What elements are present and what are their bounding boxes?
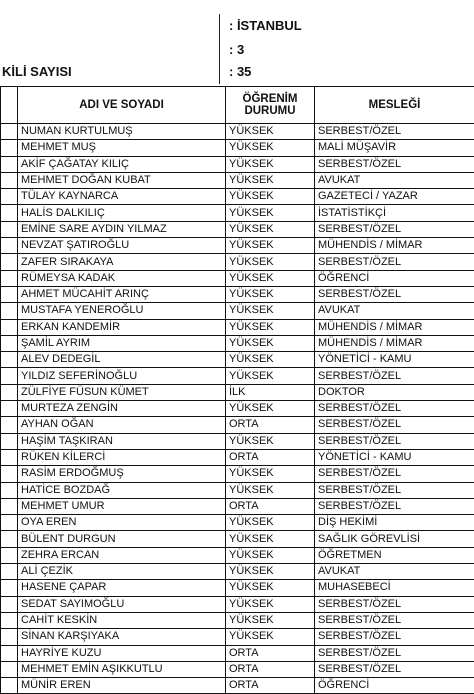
profession: YÖNETİCİ - KAMU [315, 449, 474, 465]
table-row [1, 629, 474, 645]
row-index-cell [1, 661, 18, 677]
education-level: YÜKSEK [226, 205, 315, 221]
profession: İSTATİSTİKÇİ [315, 205, 474, 221]
candidate-table [0, 86, 474, 694]
table-body [1, 124, 474, 694]
candidate-name: HALİS DALKILIÇ [18, 205, 226, 221]
profession: SERBEST/ÖZEL [315, 596, 474, 612]
table-row [1, 238, 474, 254]
table-row [1, 352, 474, 368]
row-index-cell [1, 515, 18, 531]
education-level: YÜKSEK [226, 466, 315, 482]
table-row [1, 335, 474, 351]
row-index-cell [1, 482, 18, 498]
education-level: ORTA [226, 661, 315, 677]
profession: SERBEST/ÖZEL [315, 286, 474, 302]
number-value: : 3 [229, 42, 244, 57]
header-education-line2: DURUMU [226, 105, 314, 117]
table-row [1, 466, 474, 482]
profession: SERBEST/ÖZEL [315, 124, 474, 140]
count-label: KİLİ SAYISI [2, 64, 72, 79]
row-index-cell [1, 140, 18, 156]
candidate-name: AYHAN OĞAN [18, 417, 226, 433]
table-row [1, 172, 474, 188]
row-index-cell [1, 580, 18, 596]
education-level: YÜKSEK [226, 238, 315, 254]
candidate-name: EMİNE SARE AYDIN YILMAZ [18, 221, 226, 237]
education-level: YÜKSEK [226, 580, 315, 596]
education-level: YÜKSEK [226, 270, 315, 286]
education-level: YÜKSEK [226, 352, 315, 368]
candidate-name: HATİCE BOZDAĞ [18, 482, 226, 498]
row-index-cell [1, 401, 18, 417]
row-index-cell [1, 417, 18, 433]
education-level: YÜKSEK [226, 433, 315, 449]
header-profession: MESLEĞİ [315, 87, 474, 124]
candidate-name: MURTEZA ZENGİN [18, 401, 226, 417]
table-row [1, 124, 474, 140]
profession: SERBEST/ÖZEL [315, 401, 474, 417]
education-level: YÜKSEK [226, 172, 315, 188]
row-index-cell [1, 564, 18, 580]
row-index-cell [1, 433, 18, 449]
candidate-name: RASİM ERDOĞMUŞ [18, 466, 226, 482]
row-index-cell [1, 449, 18, 465]
profession: SERBEST/ÖZEL [315, 417, 474, 433]
row-index-cell [1, 335, 18, 351]
table-row [1, 433, 474, 449]
profession: ÖĞRETMEN [315, 547, 474, 563]
info-row-city [0, 14, 474, 38]
candidate-name: YILDIZ SEFERİNOĞLU [18, 368, 226, 384]
row-index-cell [1, 645, 18, 661]
candidate-name: MEHMET DOĞAN KUBAT [18, 172, 226, 188]
row-index-cell [1, 238, 18, 254]
table-row [1, 515, 474, 531]
education-level: YÜKSEK [226, 124, 315, 140]
info-row-number [0, 38, 474, 62]
row-index-cell [1, 221, 18, 237]
education-level: YÜKSEK [226, 482, 315, 498]
row-index-cell [1, 612, 18, 628]
education-level: YÜKSEK [226, 189, 315, 205]
education-level: ORTA [226, 449, 315, 465]
profession: AVUKAT [315, 564, 474, 580]
education-level: YÜKSEK [226, 515, 315, 531]
profession: AVUKAT [315, 172, 474, 188]
candidate-name: SEDAT SAYIMOĞLU [18, 596, 226, 612]
candidate-name: ERKAN KANDEMİR [18, 319, 226, 335]
header-education-line1: ÖĞRENİM [226, 93, 314, 105]
candidate-name: TÜLAY KAYNARCA [18, 189, 226, 205]
row-index-cell [1, 124, 18, 140]
table-row [1, 319, 474, 335]
table-row [1, 205, 474, 221]
table-row [1, 270, 474, 286]
candidate-name: MEHMET EMİN AŞIKKUTLU [18, 661, 226, 677]
profession: SAĞLIK GÖREVLİSİ [315, 531, 474, 547]
candidate-name: RÜMEYSA KADAK [18, 270, 226, 286]
education-level: YÜKSEK [226, 547, 315, 563]
table-row [1, 189, 474, 205]
education-level: YÜKSEK [226, 596, 315, 612]
profession: DOKTOR [315, 384, 474, 400]
profession: SERBEST/ÖZEL [315, 466, 474, 482]
candidate-name: HAŞİM TAŞKIRAN [18, 433, 226, 449]
table-row [1, 547, 474, 563]
table-row [1, 678, 474, 694]
header-name: ADI VE SOYADI [18, 87, 226, 124]
city-value: : İSTANBUL [229, 18, 302, 33]
profession: SERBEST/ÖZEL [315, 629, 474, 645]
row-index-cell [1, 547, 18, 563]
education-level: YÜKSEK [226, 221, 315, 237]
info-row-count [0, 60, 474, 84]
candidate-name: RÜKEN KİLERCİ [18, 449, 226, 465]
education-level: YÜKSEK [226, 319, 315, 335]
table-row [1, 449, 474, 465]
table-row [1, 564, 474, 580]
profession: MÜHENDİS / MİMAR [315, 335, 474, 351]
table-row [1, 482, 474, 498]
table-row [1, 140, 474, 156]
table-row [1, 401, 474, 417]
table-row [1, 384, 474, 400]
candidate-name: ZEHRA ERCAN [18, 547, 226, 563]
education-level: YÜKSEK [226, 156, 315, 172]
candidate-name: AHMET MÜCAHİT ARINÇ [18, 286, 226, 302]
candidate-name: SİNAN KARŞIYAKA [18, 629, 226, 645]
row-index-cell [1, 270, 18, 286]
row-index-cell [1, 466, 18, 482]
candidate-name: ALİ ÇEZİK [18, 564, 226, 580]
profession: SERBEST/ÖZEL [315, 254, 474, 270]
row-index-cell [1, 629, 18, 645]
profession: SERBEST/ÖZEL [315, 482, 474, 498]
education-level: YÜKSEK [226, 254, 315, 270]
table-row [1, 156, 474, 172]
education-level: İLK [226, 384, 315, 400]
candidate-name: ZAFER SIRAKAYA [18, 254, 226, 270]
table-row [1, 580, 474, 596]
profession: SERBEST/ÖZEL [315, 498, 474, 514]
count-value: : 35 [229, 64, 251, 79]
education-level: ORTA [226, 498, 315, 514]
profession: MÜHENDİS / MİMAR [315, 238, 474, 254]
table-header-row [1, 87, 474, 124]
profession: SERBEST/ÖZEL [315, 661, 474, 677]
candidate-name: MEHMET UMUR [18, 498, 226, 514]
education-level: YÜKSEK [226, 140, 315, 156]
candidate-name: HAYRİYE KUZU [18, 645, 226, 661]
row-index-cell [1, 596, 18, 612]
table-row [1, 661, 474, 677]
candidate-name: ALEV DEDEGİL [18, 352, 226, 368]
profession: ÖĞRENCİ [315, 678, 474, 694]
candidate-name: OYA EREN [18, 515, 226, 531]
row-index-cell [1, 319, 18, 335]
table-row [1, 645, 474, 661]
row-index-cell [1, 286, 18, 302]
table-row [1, 596, 474, 612]
table-row [1, 254, 474, 270]
candidate-name: ZÜLFİYE FÜSUN KÜMET [18, 384, 226, 400]
row-index-cell [1, 205, 18, 221]
profession: MÜHENDİS / MİMAR [315, 319, 474, 335]
row-index-cell [1, 189, 18, 205]
row-index-cell [1, 531, 18, 547]
education-level: YÜKSEK [226, 629, 315, 645]
row-index-cell [1, 368, 18, 384]
candidate-name: CAHİT KESKİN [18, 612, 226, 628]
education-level: YÜKSEK [226, 303, 315, 319]
table-row [1, 417, 474, 433]
candidate-name: AKİF ÇAĞATAY KILIÇ [18, 156, 226, 172]
candidate-name: MÜNİR EREN [18, 678, 226, 694]
profession: MUHASEBECİ [315, 580, 474, 596]
candidate-name: BÜLENT DURGUN [18, 531, 226, 547]
profession: SERBEST/ÖZEL [315, 368, 474, 384]
table-row [1, 221, 474, 237]
profession: GAZETECİ / YAZAR [315, 189, 474, 205]
table-row [1, 286, 474, 302]
table-row [1, 612, 474, 628]
row-index-cell [1, 384, 18, 400]
candidate-name: MEHMET MUŞ [18, 140, 226, 156]
row-index-cell [1, 303, 18, 319]
profession: SERBEST/ÖZEL [315, 433, 474, 449]
info-block [0, 0, 474, 86]
row-index-cell [1, 678, 18, 694]
profession: ÖĞRENCİ [315, 270, 474, 286]
education-level: YÜKSEK [226, 368, 315, 384]
header-index [1, 87, 18, 124]
education-level: ORTA [226, 417, 315, 433]
profession: SERBEST/ÖZEL [315, 221, 474, 237]
education-level: YÜKSEK [226, 401, 315, 417]
education-level: ORTA [226, 678, 315, 694]
row-index-cell [1, 156, 18, 172]
candidate-name: NEVZAT ŞATIROĞLU [18, 238, 226, 254]
row-index-cell [1, 254, 18, 270]
row-index-cell [1, 352, 18, 368]
profession: SERBEST/ÖZEL [315, 156, 474, 172]
candidate-name: ŞAMİL AYRIM [18, 335, 226, 351]
candidate-name: HASENE ÇAPAR [18, 580, 226, 596]
row-index-cell [1, 172, 18, 188]
education-level: YÜKSEK [226, 286, 315, 302]
header-education [226, 87, 315, 124]
profession: DİŞ HEKİMİ [315, 515, 474, 531]
profession: SERBEST/ÖZEL [315, 645, 474, 661]
table-row [1, 303, 474, 319]
table-row [1, 368, 474, 384]
table-row [1, 498, 474, 514]
education-level: YÜKSEK [226, 531, 315, 547]
education-level: YÜKSEK [226, 612, 315, 628]
table-row [1, 531, 474, 547]
profession: AVUKAT [315, 303, 474, 319]
row-index-cell [1, 498, 18, 514]
profession: SERBEST/ÖZEL [315, 612, 474, 628]
education-level: ORTA [226, 645, 315, 661]
profession: MALİ MÜŞAVİR [315, 140, 474, 156]
candidate-name: MUSTAFA YENEROĞLU [18, 303, 226, 319]
profession: YÖNETİCİ - KAMU [315, 352, 474, 368]
education-level: YÜKSEK [226, 335, 315, 351]
education-level: YÜKSEK [226, 564, 315, 580]
candidate-name: NUMAN KURTULMUŞ [18, 124, 226, 140]
